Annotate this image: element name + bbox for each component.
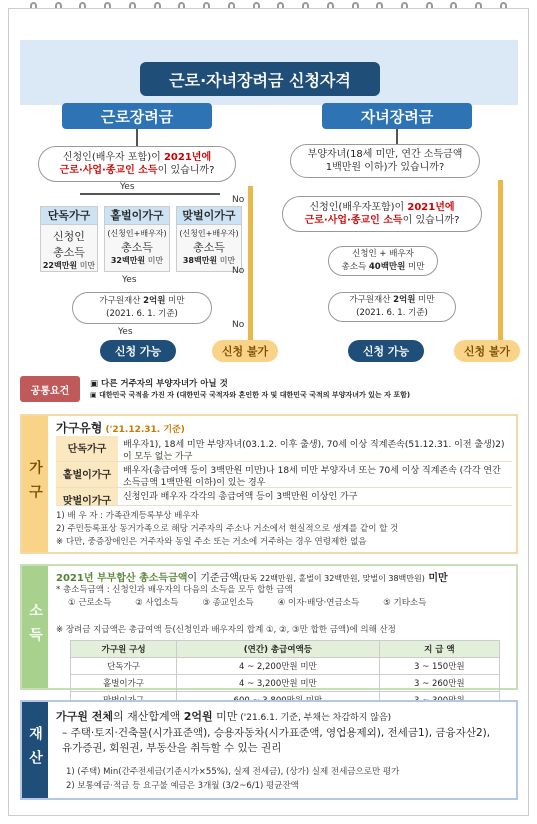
income-items: ① 근로소득 ② 사업소득 ③ 종교인소득 ④ 이자·배당·연금소득 ⑤ 기타소득 bbox=[68, 598, 427, 608]
income-title: 2021년 부부합산 총소득금액이 기준금액(단독 22백만원, 홑벌이 32백만원, 맞벌이 38백만원) 미만 bbox=[56, 573, 448, 584]
household-section: 가구 가구유형 ('21.12.31. 기준) 단독가구 배우자1), 18세 미만 부양자녀(03.1.2. 이후 출생), 70세 이상 직계존속(51.12.31. 이전 출생)2) 이 모두 없는 가구 홑벌이가구 배우자(총급여액 등이 3백만원 미만)나 18세 미만 부양자녀 또는 70세 이상 직계존속 (각각 연간소득금액 1백만원 이하)이 있는 경우 맞벌이가구 신청인과 배우자 각각의 총급여액 등이 3백만원 이상인 가구 1) 배 우 자 : 가족관계등록부상 배우자 2) 주민등록표상 동거가족으로 해당 거주자의 주소나 거소에서 현실적으로 생계를 같이 할 것 ※ 다만, 중증장애인은 거주자와 동일 주소 또는 거소에 거주하는 경우 연령제한 없음 bbox=[20, 414, 518, 554]
type-dual-earner: 맞벌이가구 (신청인+배우자) 총소득 38백만원 미만 bbox=[176, 206, 242, 272]
common-item-2: ▣ 대한민국 국적을 가진 자 (대한민국 국적자와 혼인한 자 및 대한민국 국적의 부양자녀가 있는 자 포함) bbox=[90, 391, 411, 399]
earned-header: 근로장려금 bbox=[62, 103, 212, 129]
earned-eligible: 신청 가능 bbox=[100, 340, 176, 362]
household-title: 가구유형 ('21.12.31. 기준) bbox=[56, 421, 185, 435]
child-income-check: 신청인 + 배우자 총소득 40백만원 미만 bbox=[328, 246, 438, 276]
type-single-earner: 홑벌이가구 (신청인+배우자) 총소득 32백만원 미만 bbox=[104, 206, 170, 272]
child-eligible: 신청 가능 bbox=[348, 340, 424, 362]
earned-question-income: 신청인(배우자 포함)이 2021년에 근로·사업·종교인 소득이 있습니까? bbox=[38, 146, 236, 182]
asset-title: 가구원 전체의 재산합계액 2억원 미만 ('21.6.1. 기준, 부채는 차감하지 않음) bbox=[56, 710, 392, 723]
page-title: 근로·자녀장려금 신청자격 bbox=[140, 62, 380, 96]
common-section: 공통요건 ▣ 다른 거주자의 부양자녀가 아닐 것 ▣ 대한민국 국적을 가진 자 (대한민국 국적자와 혼인한 자 및 대한민국 국적의 부양자녀가 있는 자 포함) bbox=[20, 376, 518, 406]
child-question-dependent: 부양자녀(18세 미만, 연간 소득금액 1백만원 이하)가 있습니까? bbox=[290, 144, 480, 178]
child-ineligible: 신청 불가 bbox=[454, 340, 520, 362]
child-question-income: 신청인(배우자포함)이 2021년에 근로·사업·종교인 소득이 있습니까? bbox=[282, 196, 482, 232]
earned-asset-check: 가구원재산 2억원 미만 (2021. 6. 1. 기준) bbox=[72, 292, 212, 324]
asset-section: 재산 가구원 전체의 재산합계액 2억원 미만 ('21.6.1. 기준, 부채는 차감하지 않음) – 주택·토지·건축물(시가표준액), 승용자동차(시가표준액, 영업용제외), 전세금1), 금융자산2), 유가증권, 회원권, 부동산을 취득할 수 있는 권리 1) (주택) Min(간주전세금(기준시가×55%), 실제 전세금), (상가) 실제 전세금으로만 평가 2) 보통예금·적금 등 요구불 예금은 3개월 (3/2~6/1) 평균잔액 bbox=[20, 700, 518, 800]
income-table: 가구원 구성 (연간) 총급여액등 지 급 액 단독가구 4 ~ 2,200만원 미만 3 ~ 150만원 홑벌이가구 4 ~ 3,200만원 미만 3 ~ 260만원 bbox=[70, 640, 500, 709]
child-asset-check: 가구원재산 2억원 미만 (2021. 6. 1. 기준) bbox=[328, 292, 456, 322]
child-header: 자녀장려금 bbox=[322, 103, 472, 129]
common-item-1: ▣ 다른 거주자의 부양자녀가 아닐 것 bbox=[90, 379, 228, 389]
type-single: 단독가구 신청인 총소득 22백만원 미만 bbox=[40, 206, 98, 272]
earned-ineligible: 신청 불가 bbox=[212, 340, 278, 362]
household-table: 단독가구 배우자1), 18세 미만 부양자녀(03.1.2. 이후 출생), 70세 이상 직계존속(51.12.31. 이전 출생)2) 이 모두 없는 가구 홑벌이가구 배우자(총급여액 등이 3백만원 미만)나 18세 미만 부양자녀 또는 70세 이상 직계존속 (각각 연간소득금액 1백만원 이하)이 있는 경우 맞벌이가구 신청인과 배우자 각각의 총급여액 등이 3백만원 이상인 가구 bbox=[56, 436, 512, 506]
income-section: 소득 2021년 부부합산 총소득금액이 기준금액(단독 22백만원, 홑벌이 32백만원, 맞벌이 38백만원) 미만 * 총소득금액 : 신청인과 배우자의 다음의 소득을 모두 합한 금액 ① 근로소득 ② 사업소득 ③ 종교인소득 ④ 이자·배당·연금소득 ⑤ 기타소득 ※ 장려금 지급액은 총급여액 등(신청인과 배우자의 합계 ①, ②, ③만 합한 금액)에 의해 산정 가구원 구성 (연간) 총급여액등 지 급 액 단독가구 4 ~ 2,200만원 미만 3 ~ 150만원 홑벌이가구 4 ~ 3,200만원 미만 3 ~ 260만원 bbox=[20, 564, 518, 690]
